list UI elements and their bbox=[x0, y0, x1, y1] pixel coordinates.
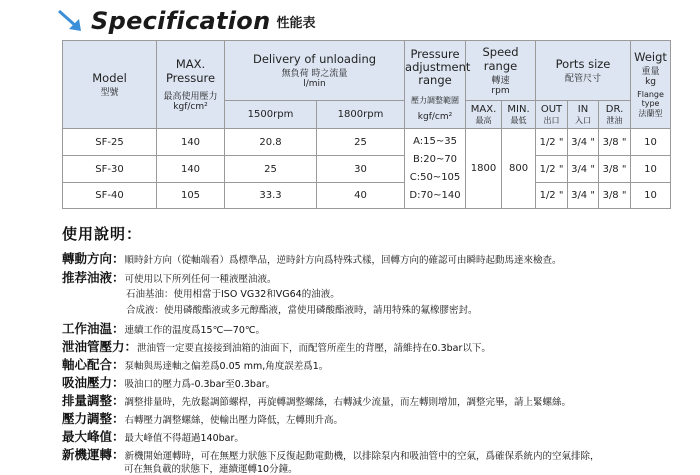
speed-max-cell: 1800 bbox=[466, 129, 502, 209]
temp-line: 工作油温：連續工作的温度爲15℃—70℃。 bbox=[62, 321, 266, 336]
drain-line: 泄油管壓力：泄油管一定要直接接到油箱的油面下，而配管所産生的背壓，請維持在0.3bar以下。 bbox=[62, 339, 491, 354]
pressure-cell: 140 bbox=[157, 129, 225, 156]
speed-min-cell: 800 bbox=[502, 129, 536, 209]
model-cell: SF-25 bbox=[63, 129, 157, 156]
oil-line-petroleum: 石油基油：使用相當于ISO VG32和VG64的油液。 bbox=[126, 289, 340, 300]
arrow-icon bbox=[55, 8, 87, 34]
out-cell: 1/2 " bbox=[536, 183, 568, 209]
delivery-1800-cell: 25 bbox=[317, 129, 405, 156]
pressure-header: MAX. Pressure 最高使用壓力 kgf/cm² bbox=[157, 41, 225, 129]
weight-header: Weigt 重量 kg Flange type 法蘭型 bbox=[631, 41, 671, 129]
delivery-1500-cell: 25 bbox=[225, 156, 317, 183]
model-header: Model 型號 bbox=[63, 41, 157, 129]
oil-line: 推荐油液：可使用以下所列任何一種液壓油液。 bbox=[62, 270, 277, 285]
dr-header: DR. 泄油 bbox=[599, 101, 631, 129]
in-header: IN 入口 bbox=[568, 101, 599, 129]
weight-cell: 10 bbox=[631, 183, 671, 209]
dr-cell: 3/8 " bbox=[599, 129, 631, 156]
out-cell: 1/2 " bbox=[536, 129, 568, 156]
delivery-1800-cell: 30 bbox=[317, 156, 405, 183]
flow-line: 排量調整：調整排量時，先放鬆調節螺桿，再旋轉調整螺絲，右轉減少流量，而左轉則增加，調整完畢，請上緊螺絲。 bbox=[62, 393, 572, 408]
speed-header: Speed range 轉速 rpm bbox=[466, 41, 536, 101]
spec-subtitle: 性能表 bbox=[276, 15, 316, 31]
newrun-line: 新機運轉：新機開始運轉時，可在無壓力狀態下反復起動電動機，以排除泵内和吸油管中的空氣，爲確保系統内的空氣排除， bbox=[62, 447, 600, 462]
newrun-line-2: 可在無負載的狀態下，連續運轉10分鐘。 bbox=[124, 464, 298, 475]
delivery-header: Delivery of unloading 無負荷 時之流量 l/min bbox=[225, 41, 405, 101]
out-header: OUT 出口 bbox=[536, 101, 568, 129]
weight-cell: 10 bbox=[631, 156, 671, 183]
model-cell: SF-40 bbox=[63, 183, 157, 209]
pressure-cell: 105 bbox=[157, 183, 225, 209]
delivery-1500-cell: 33.3 bbox=[225, 183, 317, 209]
dr-cell: 3/8 " bbox=[599, 156, 631, 183]
peak-line: 最大峰值：最大峰值不得超過140bar。 bbox=[62, 429, 244, 444]
pressure-line: 壓力調整：右轉壓力調整螺絲，使輸出壓力降低，左轉則升高。 bbox=[62, 411, 344, 426]
in-cell: 3/4 " bbox=[568, 183, 599, 209]
spec-table bbox=[62, 40, 671, 209]
shaft-line: 軸心配合：泵軸與馬達軸之偏差爲0.05 mm,角度誤差爲1。 bbox=[62, 357, 329, 372]
delivery-1800-cell: 40 bbox=[317, 183, 405, 209]
suction-line: 吸油壓力：吸油口的壓力爲-0.3bar至0.3bar。 bbox=[62, 375, 276, 390]
speed-min-header: MIN. 最低 bbox=[502, 101, 536, 129]
adjust-header: Pressure adjustment range 壓力調整範圍 kgf/cm² bbox=[405, 41, 466, 129]
table-row bbox=[63, 129, 671, 156]
table-row bbox=[63, 183, 671, 209]
speed-max-header: MAX. 最高 bbox=[466, 101, 502, 129]
weight-cell: 10 bbox=[631, 129, 671, 156]
delivery-1500-cell: 20.8 bbox=[225, 129, 317, 156]
in-cell: 3/4 " bbox=[568, 129, 599, 156]
oil-line-synthetic: 合成液：使用磷酸酯液或多元醇酯液，當使用磷酸酯液時，請用特殊的氟橡膠密封。 bbox=[126, 305, 478, 316]
table-row bbox=[63, 156, 671, 183]
spec-header bbox=[55, 6, 315, 36]
rpm-1800-header: 1800rpm bbox=[317, 101, 405, 129]
rotation-line: 轉動方向：順時針方向（從軸端看）爲標準品，逆時針方向爲特殊式樣，回轉方向的確認可由瞬時起動馬達來檢查。 bbox=[62, 251, 562, 266]
in-cell: 3/4 " bbox=[568, 156, 599, 183]
dr-cell: 3/8 " bbox=[599, 183, 631, 209]
adjust-range-cell: A:15~35 B:20~70 C:50~105 D:70~140 bbox=[405, 129, 466, 209]
rpm-1500-header: 1500rpm bbox=[225, 101, 317, 129]
ports-header: Ports size 配管尺寸 bbox=[536, 41, 631, 101]
usage-title: 使用說明： bbox=[62, 225, 143, 243]
model-cell: SF-30 bbox=[63, 156, 157, 183]
out-cell: 1/2 " bbox=[536, 156, 568, 183]
pressure-cell: 140 bbox=[157, 156, 225, 183]
spec-title: Specification bbox=[91, 7, 271, 35]
